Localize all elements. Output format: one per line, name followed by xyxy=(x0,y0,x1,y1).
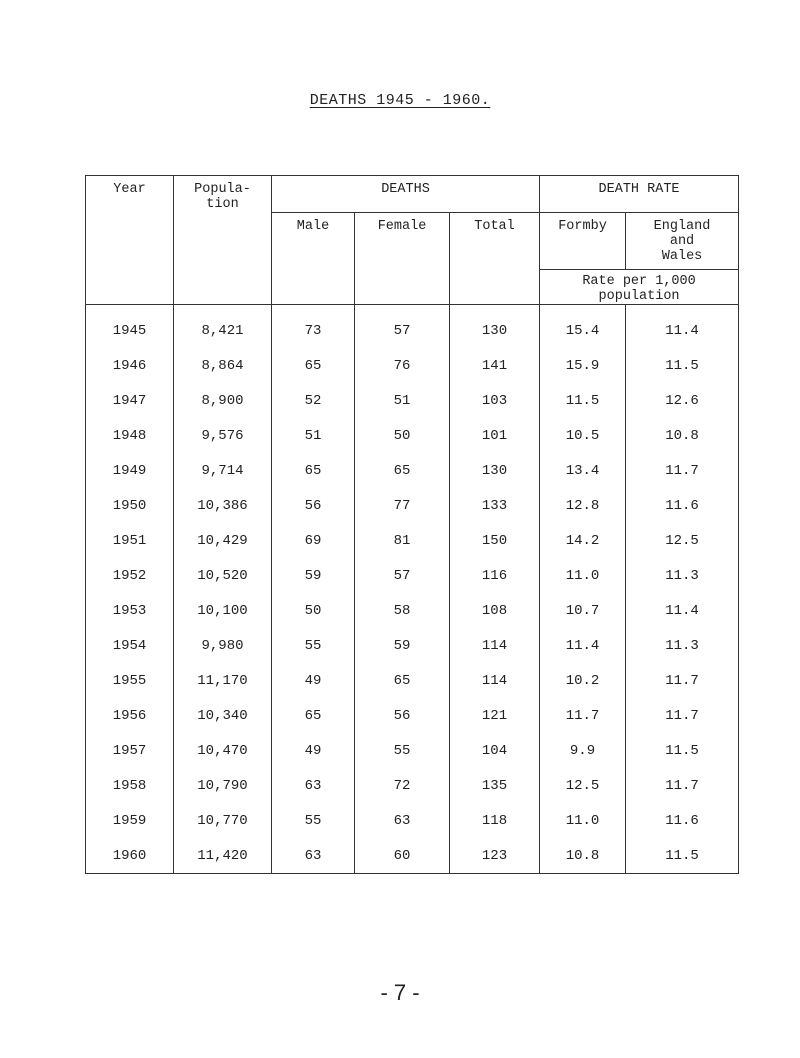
cell-male: 49 xyxy=(272,733,355,768)
header-year: Year xyxy=(86,176,174,305)
cell-year: 1952 xyxy=(86,558,174,593)
table-row xyxy=(86,593,739,628)
cell-male: 69 xyxy=(272,523,355,558)
cell-england: 11.4 xyxy=(626,593,739,628)
table-row xyxy=(86,698,739,733)
cell-year: 1951 xyxy=(86,523,174,558)
cell-england: 11.6 xyxy=(626,488,739,523)
header-england-wales: England and Wales xyxy=(626,213,739,270)
cell-male: 55 xyxy=(272,803,355,838)
cell-population: 10,770 xyxy=(174,803,272,838)
cell-formby: 10.7 xyxy=(540,593,626,628)
cell-total: 130 xyxy=(450,453,540,488)
cell-year: 1950 xyxy=(86,488,174,523)
cell-total: 118 xyxy=(450,803,540,838)
cell-population: 8,864 xyxy=(174,348,272,383)
cell-england: 11.4 xyxy=(626,305,739,349)
cell-formby: 10.2 xyxy=(540,663,626,698)
cell-total: 108 xyxy=(450,593,540,628)
cell-year: 1954 xyxy=(86,628,174,663)
cell-population: 9,714 xyxy=(174,453,272,488)
table-row xyxy=(86,838,739,874)
cell-male: 52 xyxy=(272,383,355,418)
cell-total: 114 xyxy=(450,663,540,698)
cell-england: 11.7 xyxy=(626,453,739,488)
header-population: Popula- tion xyxy=(174,176,272,305)
cell-year: 1953 xyxy=(86,593,174,628)
table-header xyxy=(86,176,739,305)
cell-formby: 11.0 xyxy=(540,558,626,593)
cell-formby: 13.4 xyxy=(540,453,626,488)
cell-female: 50 xyxy=(355,418,450,453)
cell-england: 11.3 xyxy=(626,628,739,663)
cell-male: 65 xyxy=(272,698,355,733)
cell-female: 76 xyxy=(355,348,450,383)
cell-female: 56 xyxy=(355,698,450,733)
cell-england: 12.6 xyxy=(626,383,739,418)
cell-total: 133 xyxy=(450,488,540,523)
cell-population: 10,386 xyxy=(174,488,272,523)
cell-population: 10,340 xyxy=(174,698,272,733)
cell-total: 116 xyxy=(450,558,540,593)
cell-male: 56 xyxy=(272,488,355,523)
cell-formby: 11.0 xyxy=(540,803,626,838)
cell-total: 103 xyxy=(450,383,540,418)
cell-female: 65 xyxy=(355,453,450,488)
cell-england: 10.8 xyxy=(626,418,739,453)
header-formby: Formby xyxy=(540,213,626,270)
table-row xyxy=(86,348,739,383)
cell-year: 1946 xyxy=(86,348,174,383)
cell-formby: 15.4 xyxy=(540,305,626,349)
cell-population: 10,100 xyxy=(174,593,272,628)
cell-male: 55 xyxy=(272,628,355,663)
cell-population: 10,790 xyxy=(174,768,272,803)
cell-england: 11.5 xyxy=(626,838,739,874)
cell-england: 11.5 xyxy=(626,733,739,768)
cell-formby: 11.4 xyxy=(540,628,626,663)
cell-formby: 10.8 xyxy=(540,838,626,874)
header-total: Total xyxy=(450,213,540,305)
cell-formby: 12.5 xyxy=(540,768,626,803)
cell-male: 50 xyxy=(272,593,355,628)
cell-england: 12.5 xyxy=(626,523,739,558)
deaths-table xyxy=(85,175,739,874)
cell-female: 55 xyxy=(355,733,450,768)
cell-population: 10,520 xyxy=(174,558,272,593)
cell-formby: 11.5 xyxy=(540,383,626,418)
cell-england: 11.6 xyxy=(626,803,739,838)
cell-total: 101 xyxy=(450,418,540,453)
page-title-text: DEATHS 1945 - 1960. xyxy=(309,92,491,109)
cell-england: 11.7 xyxy=(626,768,739,803)
cell-female: 58 xyxy=(355,593,450,628)
cell-female: 57 xyxy=(355,558,450,593)
cell-male: 59 xyxy=(272,558,355,593)
cell-total: 123 xyxy=(450,838,540,874)
cell-male: 73 xyxy=(272,305,355,349)
cell-male: 65 xyxy=(272,453,355,488)
cell-female: 57 xyxy=(355,305,450,349)
cell-female: 72 xyxy=(355,768,450,803)
cell-year: 1948 xyxy=(86,418,174,453)
cell-year: 1958 xyxy=(86,768,174,803)
table-row xyxy=(86,488,739,523)
cell-year: 1957 xyxy=(86,733,174,768)
cell-population: 8,421 xyxy=(174,305,272,349)
cell-population: 9,980 xyxy=(174,628,272,663)
cell-male: 51 xyxy=(272,418,355,453)
cell-formby: 9.9 xyxy=(540,733,626,768)
table-body xyxy=(86,305,739,874)
cell-formby: 15.9 xyxy=(540,348,626,383)
cell-population: 10,429 xyxy=(174,523,272,558)
cell-total: 130 xyxy=(450,305,540,349)
cell-year: 1945 xyxy=(86,305,174,349)
page-title xyxy=(0,92,800,109)
cell-total: 150 xyxy=(450,523,540,558)
cell-formby: 10.5 xyxy=(540,418,626,453)
table-row xyxy=(86,383,739,418)
cell-year: 1960 xyxy=(86,838,174,874)
table-row xyxy=(86,768,739,803)
cell-total: 104 xyxy=(450,733,540,768)
cell-total: 135 xyxy=(450,768,540,803)
cell-england: 11.7 xyxy=(626,698,739,733)
table-row xyxy=(86,733,739,768)
table-row xyxy=(86,305,739,349)
cell-year: 1947 xyxy=(86,383,174,418)
header-female: Female xyxy=(355,213,450,305)
cell-population: 11,420 xyxy=(174,838,272,874)
page-number: - 7 - xyxy=(380,980,420,1005)
cell-female: 77 xyxy=(355,488,450,523)
cell-female: 60 xyxy=(355,838,450,874)
header-male: Male xyxy=(272,213,355,305)
header-rate-per-population: Rate per 1,000 population xyxy=(540,270,739,305)
cell-male: 63 xyxy=(272,838,355,874)
cell-england: 11.3 xyxy=(626,558,739,593)
cell-year: 1955 xyxy=(86,663,174,698)
cell-year: 1956 xyxy=(86,698,174,733)
table-row xyxy=(86,523,739,558)
cell-male: 63 xyxy=(272,768,355,803)
cell-population: 9,576 xyxy=(174,418,272,453)
table-row xyxy=(86,663,739,698)
table-row xyxy=(86,558,739,593)
cell-year: 1949 xyxy=(86,453,174,488)
header-deaths: DEATHS xyxy=(272,176,540,213)
cell-male: 65 xyxy=(272,348,355,383)
table-row xyxy=(86,803,739,838)
cell-population: 8,900 xyxy=(174,383,272,418)
cell-female: 59 xyxy=(355,628,450,663)
cell-total: 141 xyxy=(450,348,540,383)
cell-england: 11.7 xyxy=(626,663,739,698)
cell-population: 11,170 xyxy=(174,663,272,698)
table-row xyxy=(86,453,739,488)
cell-female: 65 xyxy=(355,663,450,698)
cell-male: 49 xyxy=(272,663,355,698)
cell-formby: 11.7 xyxy=(540,698,626,733)
table-row xyxy=(86,628,739,663)
cell-year: 1959 xyxy=(86,803,174,838)
cell-population: 10,470 xyxy=(174,733,272,768)
cell-formby: 14.2 xyxy=(540,523,626,558)
header-death-rate: DEATH RATE xyxy=(540,176,739,213)
cell-total: 121 xyxy=(450,698,540,733)
table-row xyxy=(86,418,739,453)
cell-formby: 12.8 xyxy=(540,488,626,523)
cell-england: 11.5 xyxy=(626,348,739,383)
cell-female: 51 xyxy=(355,383,450,418)
cell-female: 81 xyxy=(355,523,450,558)
cell-female: 63 xyxy=(355,803,450,838)
cell-total: 114 xyxy=(450,628,540,663)
